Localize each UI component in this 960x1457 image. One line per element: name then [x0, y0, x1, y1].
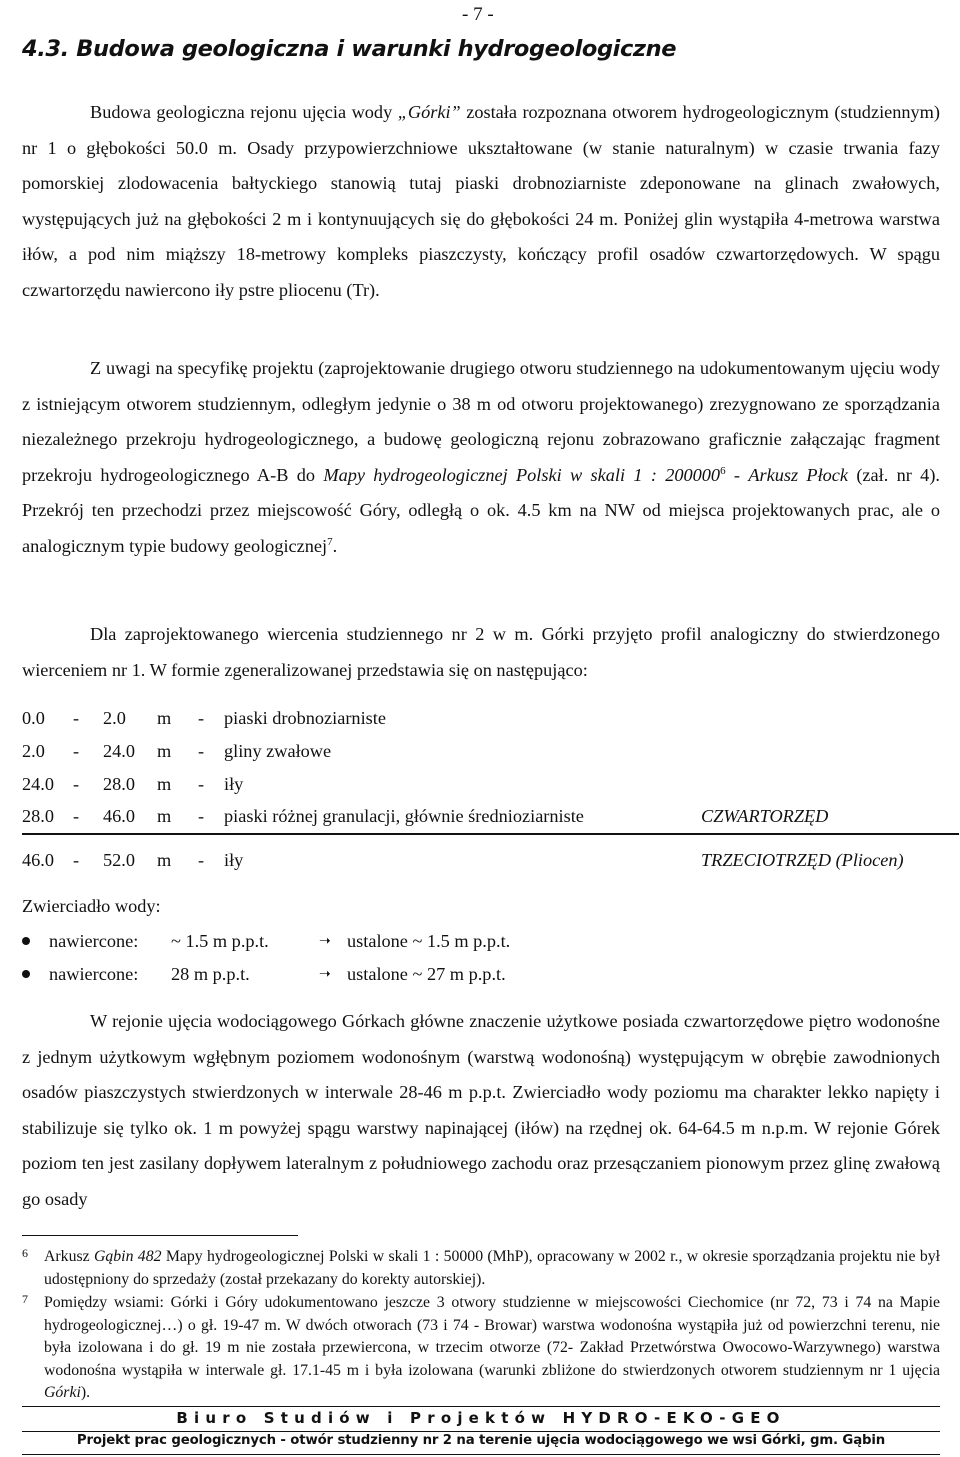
- arrow-right-icon: ➝: [319, 966, 331, 982]
- water-table-row: nawiercone: ~ 1.5 m p.p.t. ➝ ustalone ~ 1.5 m p.p.t.: [22, 926, 940, 956]
- paragraph-profile-intro: Dla zaprojektowanego wiercenia studziennego nr 2 w m. Górki przyjęto profil analogiczny do stwierdzonego wierceniem nr 1. W formie zgeneralizowanej przedstawia się on następująco:: [22, 624, 940, 680]
- paragraph-hydrogeology: W rejonie ujęcia wodociągowego Górkach główne znaczenie użytkowe posiada czwartorzędowe piętro wodonośne z jednym użytkowym wgłębnym poziomem wodonośnym (warstwą wodonośną) występującym w obrębie zawodnionych osadów piaszczystych stwierdzonych w interwale 28-46 m p.p.t. Zwierciadło wody poziomu ma charakter lekko napięty i stabilizuje się tylko ok. 1 m powyżej spągu warstwy napinającej (iłów) na rzędnej ok. 64-64.5 m n.p.m. W rejonie Górek poziom ten jest zasilany dopływem lateralnym z południowego zachodu oraz przesączaniem pionowym przez glinę zwałową go osady: [22, 1011, 940, 1209]
- layer-row: 24.0 - 28.0 m - iły: [22, 774, 244, 794]
- layer-row: 46.0 - 52.0 m - iły TRZECIOTRZĘD (Pliocen): [22, 850, 904, 870]
- stratigraphy-divider: [22, 833, 959, 835]
- footnote-ref-7: 7: [327, 535, 333, 548]
- layer-row: 2.0 - 24.0 m - gliny zwałowe: [22, 741, 332, 761]
- bullet-icon: [22, 970, 30, 978]
- paragraph-geology: Budowa geologiczna rejonu ujęcia wody „Górki” została rozpoznana otworem hydrogeologicznym (studziennym) nr 1 o głębokości 50.0 m. Osady przypowierzchniowe ukształtowane (w stanie naturalnym) w czasie trwania fazy pomorskiej zlodowacenia bałtyckiego stanowią tutaj piaski drobnoziarniste zdeponowane na glinach zwałowych, występujących już na głębokości 2 m i kontynuujących się do głębokości 24 m. Poniżej glin wystąpiła 4-metrowa warstwa iłów, a pod nim miąższy 18-metrowy kompleks piaszczysty, kończący profil osadów czwartorzędowych. W spągu czwartorzędu nawiercono iły pstre pliocenu (Tr).: [22, 102, 940, 300]
- page-number: - 7 -: [462, 4, 494, 25]
- water-table-heading: Zwierciadło wody:: [22, 896, 161, 916]
- footer-rule: [22, 1431, 940, 1432]
- footnote-separator: [22, 1235, 298, 1236]
- footer-rule: [22, 1454, 940, 1455]
- footnote-7: 7 Pomiędzy wsiami: Górki i Góry udokumentowano jeszcze 3 otwory studzienne w miejscowości Ciechomice (nr 72, 73 i 74 na Mapie hydrogeologicznej…) o gł. 19-47 m. W dwóch otworach (73 i 74 - Browar) warstwa wodonośna wystąpiła już od powierzchni terenu, nie była izolowana i do gł. 19 m nie została przewiercona, w trzecim otworze (72- Zakład Przetwórstwa Owocowo-Warzywnego) warstwa wodonośna wystąpiła w interwale gł. 17.1-45 m i była izolowana (warunki zbliżone do stwierdzonych otworem studziennym nr 1 ujęcia Górki).: [22, 1292, 940, 1401]
- water-table-row: nawiercone: 28 m p.p.t. ➝ ustalone ~ 27 m p.p.t.: [22, 959, 940, 989]
- bullet-icon: [22, 937, 30, 945]
- footnote-6: 6 Arkusz Gąbin 482 Mapy hydrogeologicznej Polski w skali 1 : 50000 (MhP), opracowany w 2002 r., w okresie sporządzania projektu nie był udostępniony do sprzedaży (został przekazany do korekty autorskiej).: [22, 1246, 941, 1288]
- arrow-right-icon: ➝: [319, 933, 331, 949]
- footer-company: Biuro Studiów i Projektów HYDRO-EKO-GEO: [176, 1409, 786, 1427]
- footnote-ref-6: 6: [720, 464, 726, 477]
- footer-project: Projekt prac geologicznych - otwór studzienny nr 2 na terenie ujęcia wodociągowego we wsi Górki, gm. Gąbin: [76, 1433, 886, 1448]
- footer-rule: [22, 1406, 940, 1407]
- layer-row: 0.0 - 2.0 m - piaski drobnoziarniste: [22, 708, 386, 728]
- section-title: 4.3. Budowa geologiczna i warunki hydrogeologiczne: [22, 36, 677, 62]
- layer-row: 28.0 - 46.0 m - piaski różnej granulacji, głównie średnioziarniste CZWARTORZĘD: [22, 806, 829, 826]
- paragraph-project-scope: Z uwagi na specyfikę projektu (zaprojektowanie drugiego otworu studziennego na udokumentowanym ujęciu wody z istniejącym otworem studziennym, odległym jedynie o 38 m od otworu projektowanego) zrezygnowano ze sporządzania niezależnego przekroju hydrogeologicznego, a budowę geologiczną rejonu zobrazowano graficznie załączając fragment przekroju hydrogeologicznego A-B do Mapy hydrogeologicznej Polski w skali 1 : 200000$^6$ - Arkusz Płock (zał. nr 4). Przekrój ten przechodzi przez miejscowość Góry, odległą o ok. 4.5 km na NW od miejsca projektowanych prac, ale o analogicznym typie budowy geologicznej$^7$.: [22, 358, 940, 556]
